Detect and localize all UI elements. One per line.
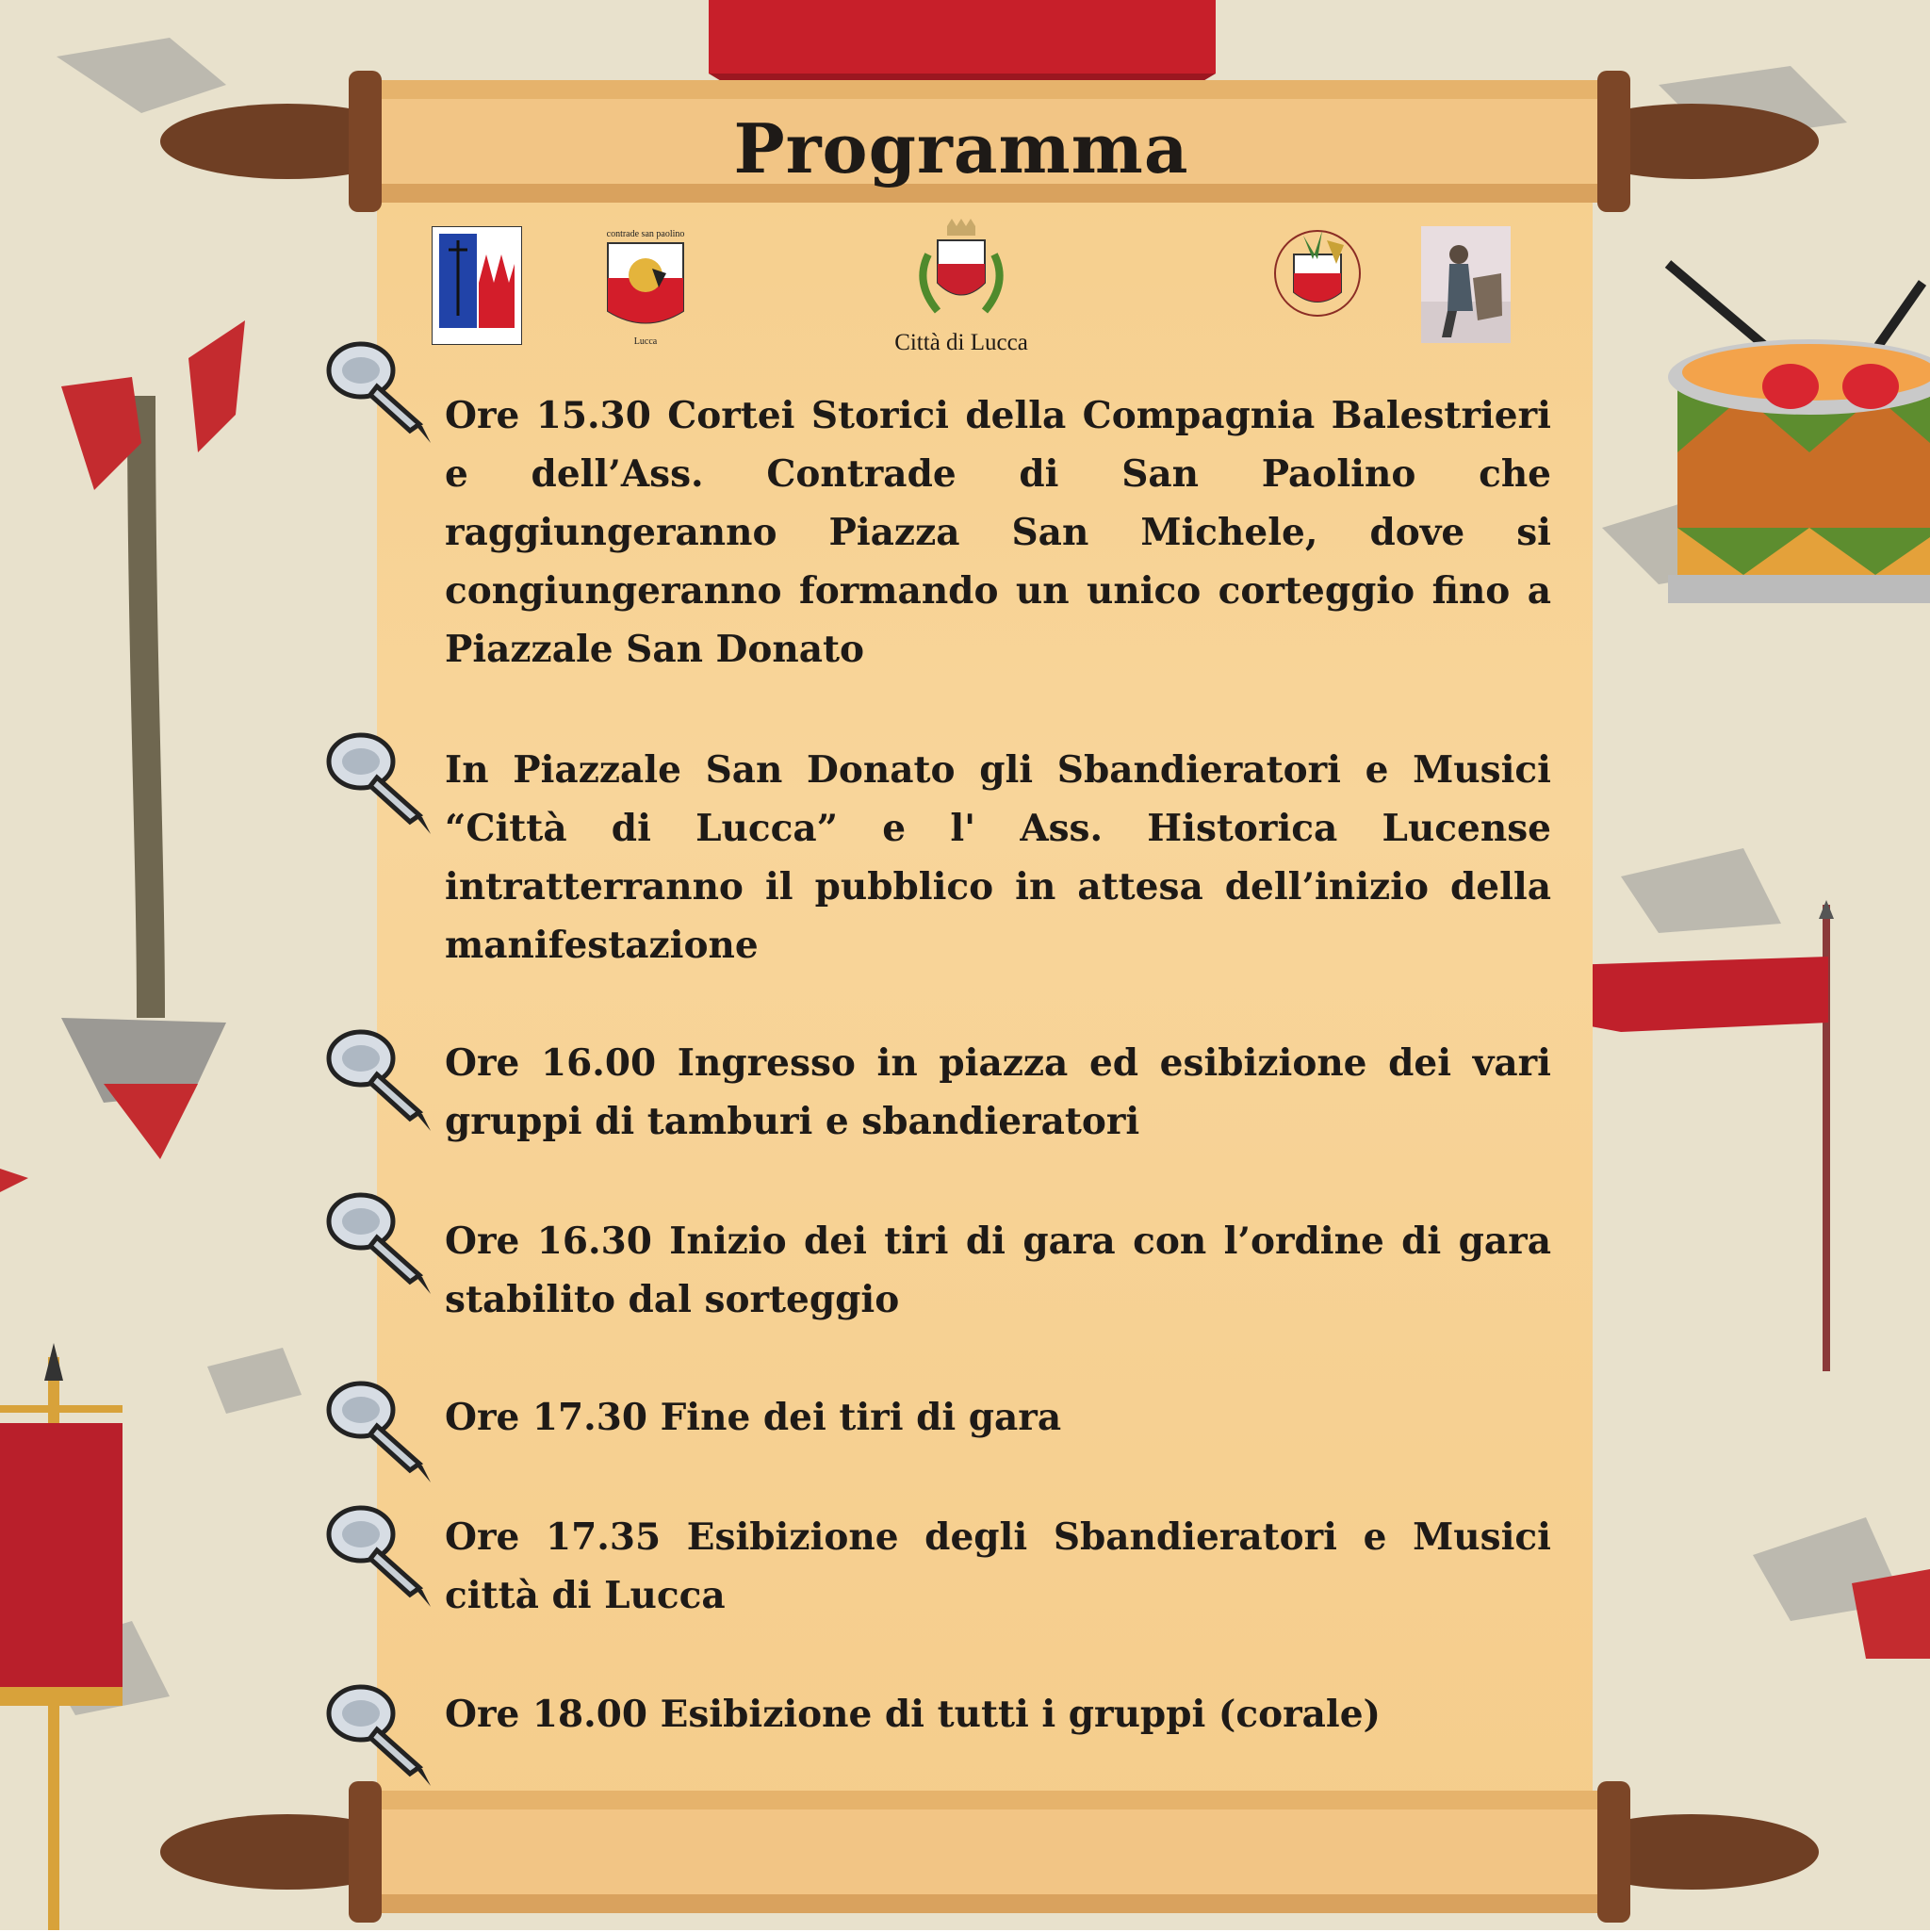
pin-icon bbox=[325, 1498, 438, 1612]
program-item-5: Ore 17.30 Fine dei tiri di gara bbox=[445, 1396, 1062, 1439]
gonfalon-banner-icon bbox=[0, 1343, 123, 1930]
svg-text:contrade san paolino: contrade san paolino bbox=[606, 229, 685, 239]
program-item-7: Ore 18.00 Esibizione di tutti i gruppi (corale) bbox=[445, 1693, 1381, 1736]
pin-icon bbox=[325, 1023, 438, 1136]
pin-icon bbox=[325, 1186, 438, 1299]
pin-icon bbox=[325, 1678, 438, 1791]
contrade-san-paolino-crest-icon bbox=[600, 226, 691, 352]
program-item-6: Ore 17.35 Esibizione degli Sbandieratori e Musici città di Lucca bbox=[445, 1515, 1551, 1617]
page-title: Programma bbox=[733, 108, 1189, 188]
program-item-3: Ore 16.00 Ingresso in piazza ed esibizione dei vari gruppi di tamburi e sbandieratori bbox=[445, 1041, 1551, 1143]
halberd-icon bbox=[61, 320, 245, 1159]
pin-icon bbox=[325, 335, 438, 448]
program-item-4: Ore 16.30 Inizio dei tiri di gara con l’ordine di gara stabilito dal sorteggio bbox=[445, 1220, 1551, 1321]
pin-icon bbox=[325, 726, 438, 839]
citta-di-lucca-caption: Città di Lucca bbox=[894, 330, 1028, 355]
svg-text:Lucca: Lucca bbox=[633, 336, 658, 347]
balestrieri-crest-icon bbox=[432, 226, 522, 349]
historica-lucense-photo-icon bbox=[1421, 226, 1511, 347]
scroll-bottom-rod bbox=[160, 1772, 1819, 1932]
program-item-1: Ore 15.30 Cortei Storici della Compagnia Balestrieri e dell’Ass. Contrade di San Paolino che raggiungeranno Piazza San Michele, dove si congiungeranno formando un unico corteggio fino a Piazzale San Donato bbox=[445, 394, 1551, 671]
drum-icon bbox=[1668, 264, 1930, 603]
citta-di-lucca-crest-icon bbox=[905, 217, 1018, 329]
sbandieratori-sant-anna-crest-icon bbox=[1270, 221, 1365, 329]
program-item-2: In Piazzale San Donato gli Sbandieratori e Musici “Città di Lucca” e l' Ass. Historica Lucense intratterranno il pubblico in attesa dell’inizio della manifestazione bbox=[445, 748, 1551, 967]
pin-icon bbox=[325, 1374, 438, 1487]
